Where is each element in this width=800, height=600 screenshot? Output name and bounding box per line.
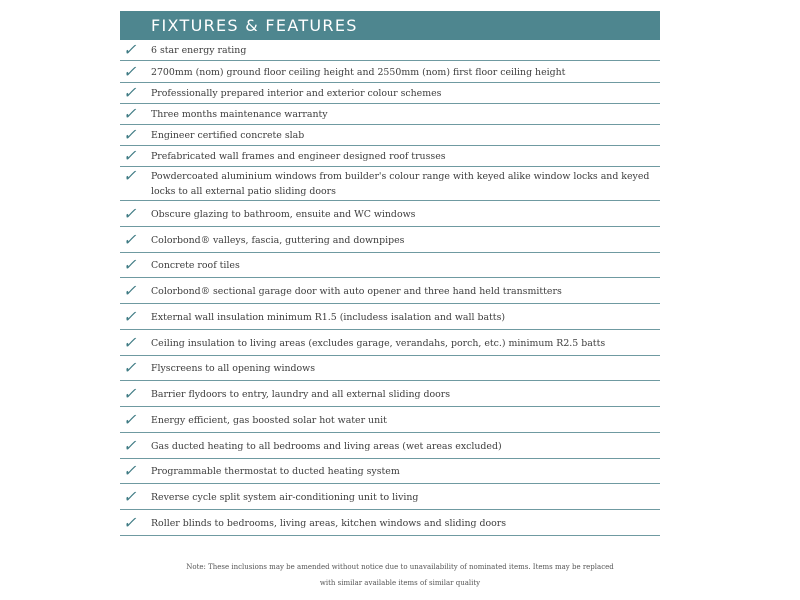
feature-row [120, 381, 660, 407]
checkmark-icon: ✓ [123, 333, 137, 352]
feature-label: Ceiling insulation to living areas (excludes garage, verandahs, porch, etc.) minimum R2.5 batts [151, 338, 606, 349]
feature-row [120, 278, 660, 304]
checkmark-icon: ✓ [123, 461, 137, 480]
feature-row [120, 253, 660, 278]
feature-row [120, 510, 660, 536]
feature-row [120, 407, 660, 433]
checkmark-icon: ✓ [123, 358, 137, 377]
checkmark-icon: ✓ [123, 513, 137, 532]
checkmark-icon: ✓ [123, 410, 137, 429]
feature-label: Barrier flydoors to entry, laundry and all external sliding doors [151, 389, 451, 400]
checkmark-icon: ✓ [123, 384, 137, 403]
feature-label: Prefabricated wall frames and engineer designed roof trusses [151, 151, 446, 162]
feature-row [120, 330, 660, 356]
feature-label: Powdercoated aluminium windows from builder's colour range with keyed alike window locks and keyed locks to all external patio sliding doors [151, 171, 650, 197]
feature-row [120, 201, 660, 227]
checkmark-icon: ✓ [123, 307, 137, 326]
feature-label: Concrete roof tiles [151, 260, 240, 271]
feature-row [120, 104, 660, 125]
feature-row [120, 40, 660, 61]
feature-list [120, 40, 660, 536]
feature-label: Reverse cycle split system air-conditioning unit to living [151, 492, 419, 503]
feature-label: Three months maintenance warranty [151, 109, 328, 120]
feature-row [120, 356, 660, 381]
feature-row [120, 304, 660, 330]
feature-label: Colorbond® valleys, fascia, guttering and downpipes [151, 235, 405, 246]
feature-label: External wall insulation minimum R1.5 (includess isalation and wall batts) [151, 312, 506, 323]
checkmark-icon: ✓ [123, 230, 137, 249]
checkmark-icon: ✓ [123, 204, 137, 223]
feature-label: Obscure glazing to bathroom, ensuite and WC windows [151, 209, 416, 220]
feature-label: Engineer certified concrete slab [151, 130, 305, 141]
feature-row [120, 146, 660, 167]
checkmark-icon: ✓ [123, 125, 137, 144]
checkmark-icon: ✓ [123, 146, 137, 165]
checkmark-icon: ✓ [123, 255, 137, 274]
checkmark-icon: ✓ [123, 436, 137, 455]
checkmark-icon: ✓ [123, 83, 137, 102]
disclaimer-note [120, 559, 680, 591]
checkmark-icon: ✓ [123, 166, 137, 185]
checkmark-icon: ✓ [123, 62, 137, 81]
feature-label: Programmable thermostat to ducted heating system [151, 466, 400, 477]
fixtures-features-panel [120, 11, 660, 536]
feature-row [120, 227, 660, 253]
section-header [120, 11, 660, 40]
feature-row [120, 125, 660, 146]
checkmark-icon: ✓ [123, 40, 137, 59]
feature-label: Colorbond® sectional garage door with auto opener and three hand held transmitters [151, 286, 562, 297]
feature-label: Flyscreens to all opening windows [151, 363, 316, 374]
feature-label: Roller blinds to bedrooms, living areas, kitchen windows and sliding doors [151, 518, 507, 529]
feature-row [120, 433, 660, 459]
feature-row [120, 484, 660, 510]
checkmark-icon: ✓ [123, 281, 137, 300]
feature-label: Energy efficient, gas boosted solar hot water unit [151, 415, 387, 426]
feature-label: Gas ducted heating to all bedrooms and living areas (wet areas excluded) [151, 441, 502, 452]
feature-label: 6 star energy rating [151, 45, 247, 56]
feature-label: 2700mm (nom) ground floor ceiling height and 2550mm (nom) first floor ceiling height [151, 67, 566, 78]
feature-label: Professionally prepared interior and exterior colour schemes [151, 88, 442, 99]
disclaimer-line-1: Note: These inclusions may be amended without notice due to unavailability of nominated items. Items may be replaced [186, 563, 614, 571]
feature-row [120, 61, 660, 83]
section-title: FIXTURES & FEATURES [151, 16, 358, 35]
feature-row [120, 167, 660, 201]
disclaimer-line-2: with similar available items of similar quality [319, 579, 481, 587]
checkmark-icon: ✓ [123, 104, 137, 123]
feature-row [120, 459, 660, 484]
checkmark-icon: ✓ [123, 487, 137, 506]
feature-row [120, 83, 660, 104]
